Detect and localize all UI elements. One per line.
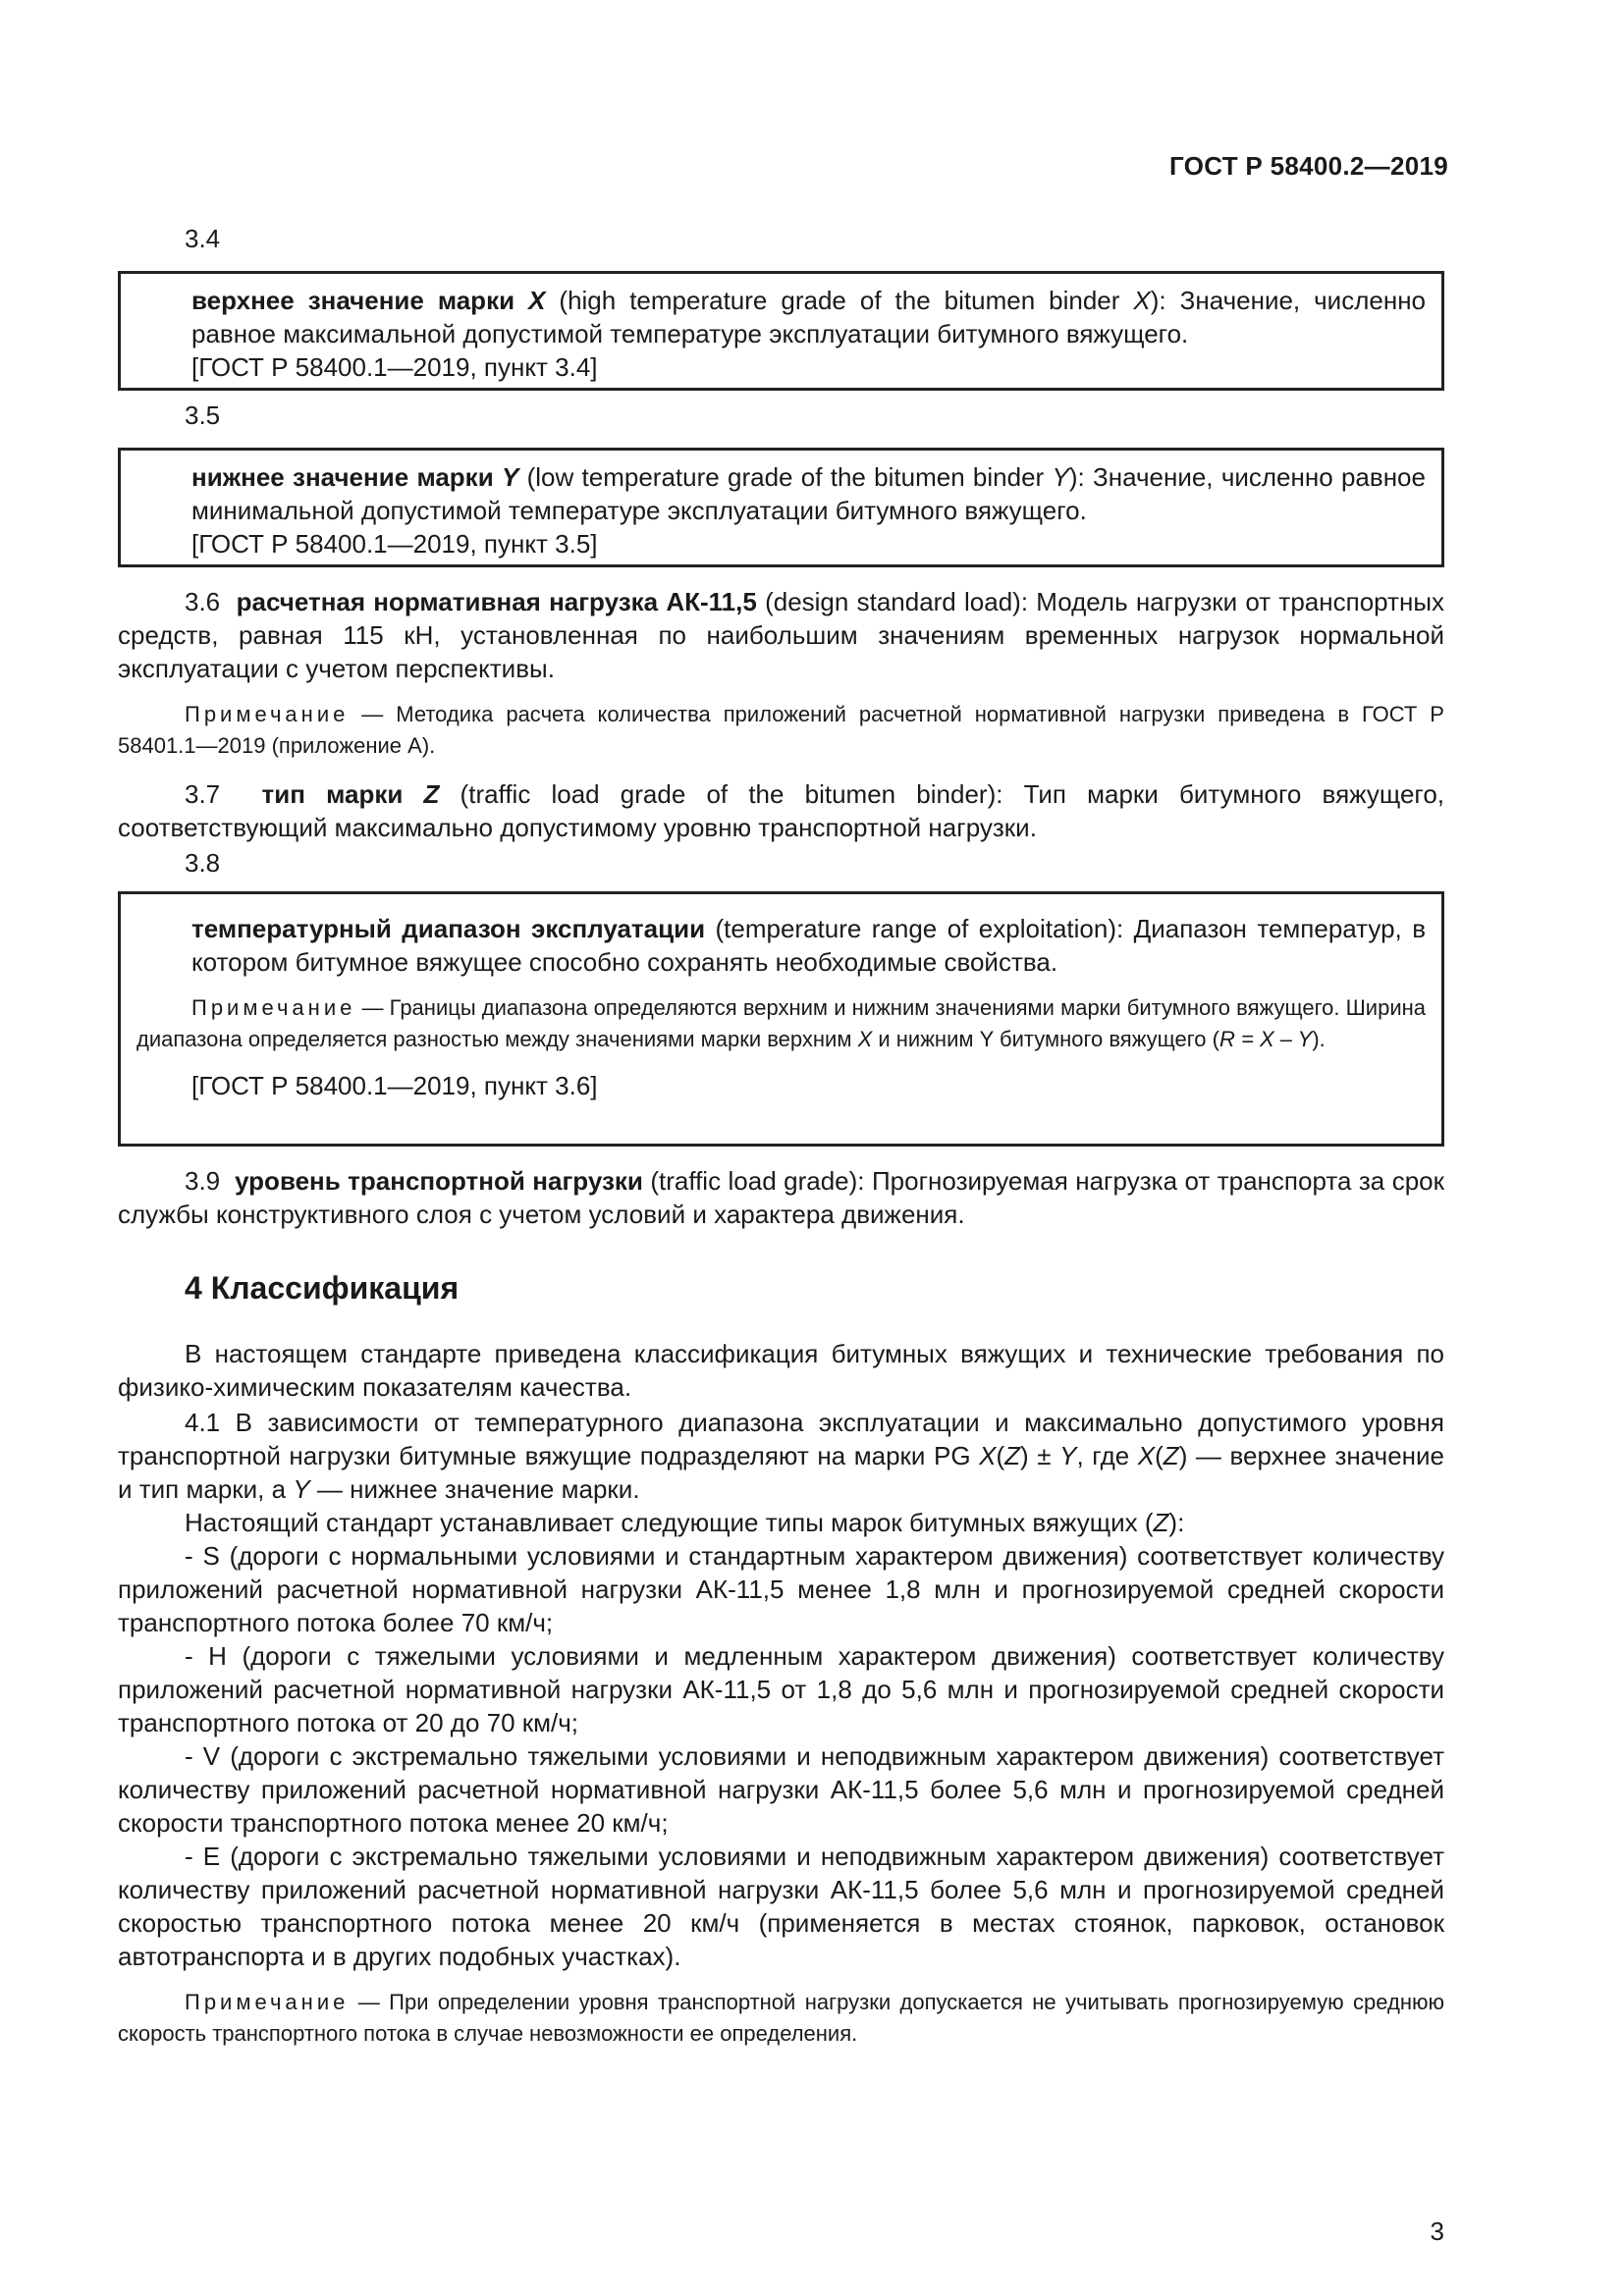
term-3-7-term: тип марки [261, 779, 404, 809]
term-3-5-ref: [ГОСТ Р 58400.1—2019, пункт 3.5] [191, 529, 598, 559]
p41-text-c: ) ± [1020, 1441, 1060, 1470]
term-3-7-var: Z [423, 779, 440, 809]
term-3-6-note [118, 699, 1444, 762]
term-3-6-definition [118, 585, 1444, 685]
term-3-8-definition [191, 912, 1426, 979]
types-text-b: ): [1168, 1508, 1185, 1537]
term-3-7 [118, 777, 1444, 844]
term-3-6 [118, 585, 1444, 762]
note-label: Примечание [191, 995, 356, 1020]
section-4-note [118, 1987, 1444, 2050]
section-4-heading [185, 1270, 459, 1307]
term-3-5-en-var: Y [1052, 462, 1069, 492]
term-3-8-term: температурный диапазон эксплуатации [191, 914, 706, 943]
document-code-header: ГОСТ Р 58400.2—2019 [1169, 151, 1448, 181]
list-item-e: - E (дороги с экстремально тяжелыми условиями и неподвижным характером движения) соответствует количеству приложений расчетной нормативной нагрузки АК-11,5 более 5,6 млн и прогнозируемой средней скоростью транспортного потока менее 20 км/ч (применяется в местах стоянок, парковок, остановок автотранспорта и в других подобных участках). [118, 1842, 1444, 1971]
term-3-8-ref: [ГОСТ Р 58400.1—2019, пункт 3.6] [191, 1071, 598, 1100]
section-4-types-intro [118, 1506, 1444, 1539]
term-3-6-def: (design standard load): Модель нагрузки от транспортных средств, равная 115 кН, установленная по наибольшим значениям временных нагрузок нормальной эксплуатации с учетом перспективы. [118, 587, 1445, 683]
term-3-8-number: 3.8 [185, 848, 221, 878]
term-3-5-en-open: (low temperature grade of the bitumen binder [518, 462, 1053, 492]
list-item-v: - V (дороги с экстремально тяжелыми условиями и неподвижным характером движения) соответствует количеству приложений расчетной нормативной нагрузки АК-11,5 более 5,6 млн и прогнозируемой средней скорости транспортного потока менее 20 км/ч; [118, 1741, 1444, 1838]
term-3-8-box [118, 891, 1444, 1147]
term-3-8-note-c: ). [1312, 1027, 1326, 1051]
term-3-4-en-close: ): [1150, 286, 1166, 315]
term-3-6-term: расчетная нормативная нагрузка АК-11,5 [236, 587, 757, 616]
term-3-9-number: 3.9 [185, 1166, 221, 1196]
term-3-8-note [136, 992, 1426, 1055]
term-3-6-number: 3.6 [185, 587, 221, 616]
term-3-8-formula: R = X – Y [1218, 1027, 1313, 1051]
p41-text-g: ) — верхнее значение и тип марки, а [118, 1441, 1444, 1504]
term-3-8-note-x: X [857, 1027, 873, 1051]
term-3-5-number: 3.5 [185, 400, 221, 430]
term-3-9-def: (traffic load grade): Прогнозируемая нагрузка от транспорта за срок службы конструктивного слоя с учетом условий и характера движения. [118, 1166, 1444, 1229]
p41-text-e: ( [1155, 1441, 1164, 1470]
p41-var-y2: Y [293, 1474, 310, 1504]
term-3-7-number: 3.7 [185, 779, 221, 809]
section-title: 4 Классификация [185, 1270, 460, 1306]
term-3-5-en-close: ): [1068, 462, 1085, 492]
p41-var-z: Z [1004, 1441, 1021, 1470]
term-3-8-note-a: — Границы диапазона определяются верхним и нижним значениями марки битумного вяжущего. Ширина диапазона определяется разностью между значениями марки верхним [136, 995, 1426, 1051]
note-label: Примечание [185, 702, 350, 726]
p41-text-h: — нижнее значение марки. [309, 1474, 640, 1504]
term-3-9-definition [118, 1164, 1444, 1231]
section-4-intro: В настоящем стандарте приведена классификация битумных вяжущих и технические требования по физико-химическим показателям качества. [118, 1339, 1444, 1402]
section-4-1 [118, 1406, 1444, 1506]
term-3-4-box [118, 271, 1444, 391]
term-3-4-var: X [528, 286, 546, 315]
section-4-body [118, 1337, 1444, 2050]
p41-text-a: 4.1 В зависимости от температурного диапазона эксплуатации и максимально допустимого уровня транспортной нагрузки битумные вяжущие подразделяют на марки PG [118, 1408, 1444, 1470]
p41-text-b: ( [996, 1441, 1005, 1470]
term-3-4-term: верхнее значение марки [191, 286, 515, 315]
term-3-8-note-b: и нижним Y битумного вяжущего ( [872, 1027, 1219, 1051]
term-3-7-definition [118, 777, 1444, 844]
types-var-z: Z [1153, 1508, 1169, 1537]
term-3-5-box [118, 448, 1444, 567]
section-4-note-text: — При определении уровня транспортной нагрузки допускается не учитывать прогнозируемую среднюю скорость транспортного потока в случае невозможности ее определения. [118, 1990, 1444, 2046]
term-3-9-term: уровень транспортной нагрузки [235, 1166, 643, 1196]
list-item-s: - S (дороги с нормальными условиями и стандартным характером движения) соответствует количеству приложений расчетной нормативной нагрузки АК-11,5 менее 1,8 млн и прогнозируемой средней скорости транспортного потока более 70 км/ч; [118, 1541, 1444, 1637]
term-3-4-number: 3.4 [185, 224, 221, 253]
term-3-5-definition [191, 460, 1426, 527]
term-3-4-ref: [ГОСТ Р 58400.1—2019, пункт 3.4] [191, 352, 598, 382]
term-3-6-note-text: — Методика расчета количества приложений расчетной нормативной нагрузки приведена в ГОСТ Р 58401.1—2019 (приложение А). [118, 702, 1444, 758]
term-3-5-var: Y [501, 462, 519, 492]
list-item-h: - H (дороги с тяжелыми условиями и медленным характером движения) соответствует количеству приложений расчетной нормативной нагрузки АК-11,5 от 1,8 до 5,6 млн и прогнозируемой средней скорости транспортного потока от 20 до 70 км/ч; [118, 1641, 1444, 1737]
p41-var-y: Y [1059, 1441, 1077, 1470]
term-3-4-def: Значение, численно равное максимальной допустимой температуре эксплуатации битумного вяжущего. [191, 286, 1427, 348]
term-3-8-def: (temperature range of exploitation): Диапазон температур, в котором битумное вяжущее способно сохранять необходимые свойства. [191, 914, 1427, 977]
p41-var-z2: Z [1163, 1441, 1179, 1470]
page-number: 3 [1430, 2216, 1444, 2246]
term-3-4-definition [191, 284, 1426, 350]
term-3-5-term: нижнее значение марки [191, 462, 494, 492]
p41-var-x: X [979, 1441, 997, 1470]
types-text-a: Настоящий стандарт устанавливает следующие типы марок битумных вяжущих ( [185, 1508, 1154, 1537]
term-3-4-en-var: X [1133, 286, 1151, 315]
term-3-4-en-open: (high temperature grade of the bitumen binder [545, 286, 1134, 315]
note-label: Примечание [185, 1990, 350, 2014]
term-3-9 [118, 1164, 1444, 1231]
p41-text-d: , где [1076, 1441, 1138, 1470]
term-3-5-def: Значение, численно равное минимальной допустимой температуре эксплуатации битумного вяжущего. [191, 462, 1426, 525]
term-3-7-def: (traffic load grade of the bitumen binder): Тип марки битумного вяжущего, соответствующий максимально допустимому уровню транспортной нагрузки. [118, 779, 1444, 842]
p41-var-x2: X [1137, 1441, 1156, 1470]
